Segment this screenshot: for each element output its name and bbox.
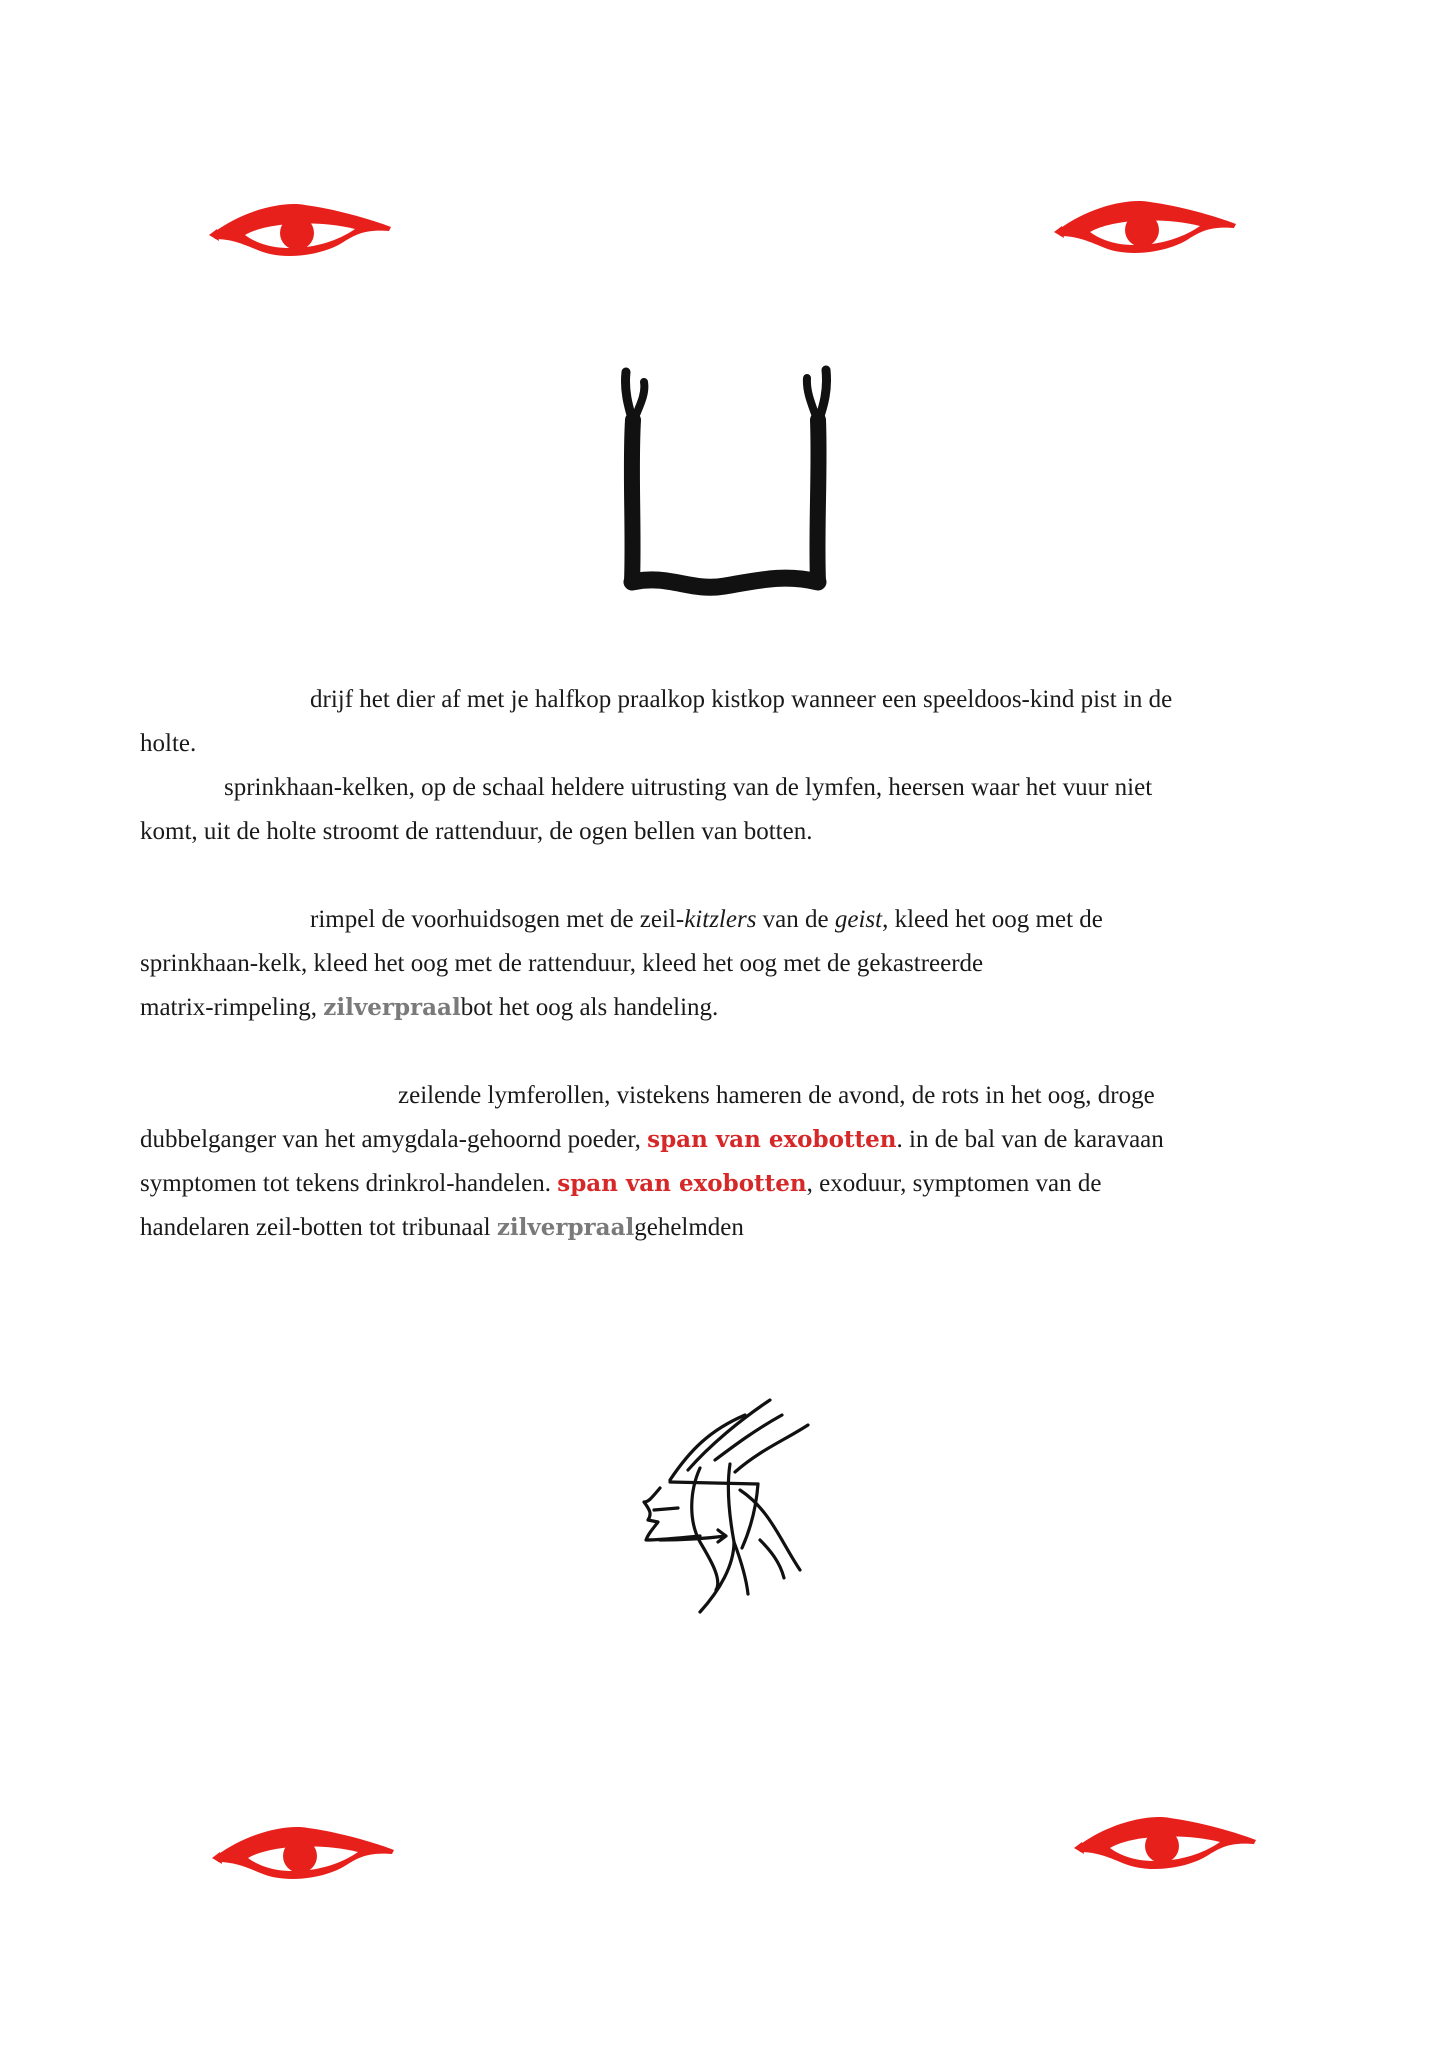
poem-line: zeilende lymferollen, vistekens hameren de avond, de rots in het oog, droge <box>398 1082 1155 1109</box>
poem-line: symptomen tot tekens drinkrol-handelen. span van exobotten, exoduur, symptomen van de <box>140 1170 1102 1197</box>
profile-head-sketch-icon <box>630 1390 860 1630</box>
poem-line: holte. <box>140 730 197 757</box>
poem-line: sprinkhaan-kelken, op de schaal heldere uitrusting van de lymfen, heersen waar het vuur niet <box>224 774 1153 801</box>
ka-arms-icon <box>610 360 850 600</box>
poem-line: dubbelganger van het amygdala-gehoornd poeder, span van exobotten. in de bal van de karavaan <box>140 1126 1164 1153</box>
highlight-red: span van exobotten <box>647 1126 897 1153</box>
poem-line: rimpel de voorhuidsogen met de zeil-kitzlers van de geist, kleed het oog met de <box>310 906 1103 933</box>
eye-icon-top-right <box>1050 192 1240 262</box>
eye-icon-top-left <box>205 195 395 265</box>
poem-line: komt, uit de holte stroomt de rattenduur, de ogen bellen van botten. <box>140 818 813 845</box>
highlight-grey: zilverpraal <box>496 1214 635 1241</box>
poem-line: drijf het dier af met je halfkop praalkop kistkop wanneer een speeldoos-kind pist in de <box>310 686 1173 713</box>
poem-line: handelaren zeil-botten tot tribunaal zilverpraalgehelmden <box>140 1214 744 1241</box>
eye-icon-bottom-left <box>208 1818 398 1888</box>
poem-line: sprinkhaan-kelk, kleed het oog met de rattenduur, kleed het oog met de gekastreerde <box>140 950 984 977</box>
highlight-grey: zilverpraal <box>323 994 461 1021</box>
eye-icon-bottom-right <box>1070 1808 1260 1878</box>
poem-text <box>140 678 1330 1250</box>
highlight-red: span van exobotten <box>557 1170 807 1197</box>
poem-line: matrix-rimpeling, zilverpraalbot het oog als handeling. <box>140 994 719 1021</box>
